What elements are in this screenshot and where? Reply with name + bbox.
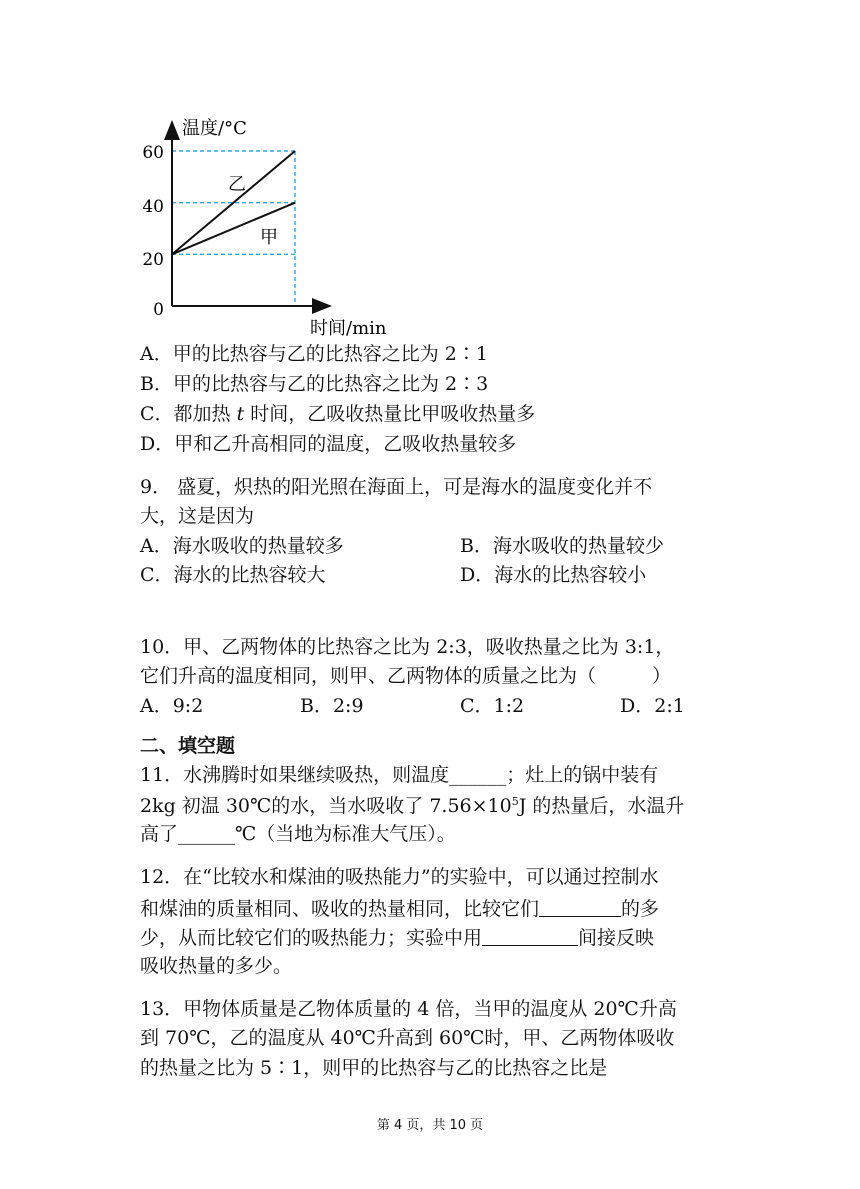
q11-text-e: 高了 <box>140 823 179 845</box>
y-tick-20: 20 <box>142 250 164 270</box>
q12-line2 <box>140 898 659 919</box>
q11-line1 <box>140 766 658 785</box>
q10-stem-line1: 10．甲、乙两物体的比热容之比为 2:3，吸收热量之比为 3:1， <box>140 636 675 658</box>
q9-option-c: C．海水的比热容较大 <box>140 564 326 586</box>
q10-stem-prefix: 它们升高的温度相同，则甲、乙两物体的质量之比为（ <box>140 665 597 687</box>
q12-line1: 12．在“比较水和煤油的吸热能力”的实验中，可以通过控制水 <box>140 866 659 888</box>
q13-line2: 到 70℃，乙的温度从 40℃升高到 60℃时，甲、乙两物体吸收 <box>140 1027 675 1049</box>
q11-blank-2: ______ <box>178 823 236 845</box>
q9-stem-line1: 9． 盛夏，炽热的阳光照在海面上，可是海水的温度变化并不 <box>140 476 653 498</box>
temperature-time-chart <box>140 110 387 340</box>
section-title-fill-in: 二、填空题 <box>140 735 236 757</box>
y-tick-0: 0 <box>153 300 164 320</box>
q12-line3 <box>140 927 654 948</box>
q10-option-b: B．2:9 <box>300 695 364 717</box>
q9-option-b: B．海水吸收的热量较少 <box>460 535 664 557</box>
q12-blank-2 <box>482 927 578 946</box>
q13-line1: 13．甲物体质量是乙物体质量的 4 倍，当甲的温度从 20℃升高 <box>140 998 677 1020</box>
q12-text-d: 间接反映 <box>578 927 655 949</box>
series-label-jia: 甲 <box>260 227 278 248</box>
q9-stem-line2: 大，这是因为 <box>140 505 255 527</box>
q8-option-b: B．甲的比热容与乙的比热容之比为 2∶3 <box>140 373 489 395</box>
q12-line4: 吸收热量的多少。 <box>140 955 293 977</box>
q9-option-a: A．海水吸收的热量较多 <box>140 535 344 557</box>
q11-blank-1: ______ <box>449 764 507 786</box>
q11-text-d: J 的热量后，水温升 <box>518 795 685 817</box>
q11-exponent: 5 <box>511 795 519 808</box>
q10-option-d: D．2:1 <box>620 695 685 717</box>
q10-stem-suffix: ） <box>652 665 672 687</box>
q11-text-a: 11．水沸腾时如果继续吸热，则温度 <box>140 764 450 786</box>
q10-stem-line2 <box>140 667 671 686</box>
q13-line3: 的热量之比为 5∶1，则甲的比热容与乙的比热容之比是 <box>140 1057 608 1079</box>
q9-option-d: D．海水的比热容较小 <box>460 564 647 586</box>
q8-option-c: C．都加热 t 时间，乙吸收热量比甲吸收热量多 <box>140 403 536 425</box>
x-axis-label: 时间/min <box>310 318 387 339</box>
q10-option-a: A．9:2 <box>140 695 204 717</box>
y-tick-60: 60 <box>142 143 164 163</box>
q11-line2 <box>140 796 684 816</box>
q11-text-c: 2kg 初温 30℃的水，当水吸收了 7.56×10 <box>140 795 512 817</box>
y-tick-40: 40 <box>142 197 164 217</box>
series-label-yi: 乙 <box>228 174 246 195</box>
q8-option-a: A．甲的比热容与乙的比热容之比为 2∶1 <box>140 343 488 365</box>
q11-text-f: ℃（当地为标准大气压）。 <box>235 823 456 845</box>
y-axis-label: 温度/°C <box>182 118 247 139</box>
page-footer: 第 4 页，共 10 页 <box>376 1118 484 1133</box>
q11-line3 <box>140 825 456 844</box>
q10-option-c: C．1:2 <box>460 695 525 717</box>
q11-text-b: ；灶上的锅中装有 <box>506 764 659 786</box>
q12-text-b: 的多 <box>621 898 660 920</box>
q12-text-c: 少，从而比较它们的吸热能力；实验中用 <box>140 927 483 949</box>
q12-text-a: 和煤油的质量相同、吸收的热量相同，比较它们 <box>140 898 540 920</box>
q12-blank-1 <box>539 898 621 917</box>
q8-option-d: D．甲和乙升高相同的温度，乙吸收热量较多 <box>140 433 517 455</box>
